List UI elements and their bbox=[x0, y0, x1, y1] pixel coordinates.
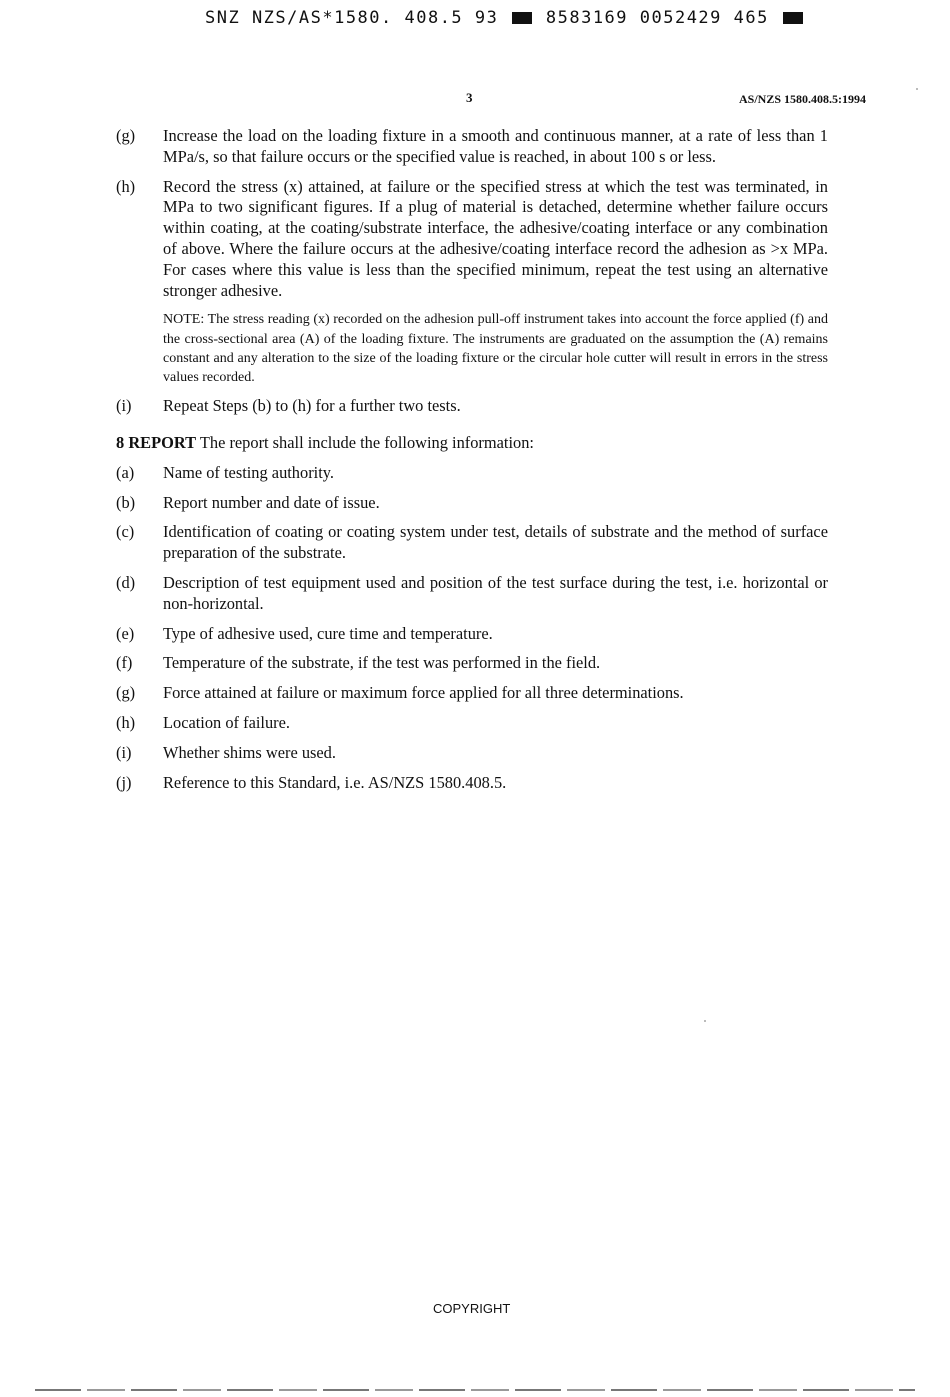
item-label: (h) bbox=[116, 176, 136, 196]
report-item-i bbox=[116, 743, 828, 764]
item-text: Identification of coating or coating system under test, details of substrate and the method of surface preparation of the substrate. bbox=[163, 522, 828, 563]
report-item-a bbox=[116, 463, 828, 484]
report-item-c bbox=[116, 522, 828, 564]
section-title: REPORT bbox=[128, 432, 197, 452]
note: NOTE: The stress reading (x) recorded on the adhesion pull-off instrument takes into account the force applied (f) and the cross-sectional area (A) of the loading fixture. The instruments are graduated on the assumption the (A) remains constant and any alteration to the size of the loading fixture or the circular hole cutter will result in errors in the stress values recorded. bbox=[163, 312, 828, 385]
item-text: Whether shims were used. bbox=[163, 742, 336, 762]
report-item-e bbox=[116, 624, 828, 645]
item-label: (f) bbox=[116, 653, 133, 673]
item-label: (h) bbox=[116, 712, 136, 732]
item-text: Description of test equipment used and position of the test surface during the test, i.e. horizontal or non-horizontal. bbox=[163, 572, 828, 613]
item-text: Location of failure. bbox=[163, 712, 290, 732]
item-label: (e) bbox=[116, 623, 135, 643]
item-label: (d) bbox=[116, 572, 136, 592]
item-text: Repeat Steps (b) to (h) for a further two tests. bbox=[163, 396, 461, 416]
item-text: Reference to this Standard, i.e. AS/NZS 1580.408.5. bbox=[163, 772, 507, 792]
report-item-b bbox=[116, 493, 828, 514]
scan-header bbox=[205, 8, 805, 28]
item-text: Name of testing authority. bbox=[163, 462, 334, 482]
report-item-g bbox=[116, 683, 828, 704]
section-number: 8 bbox=[116, 432, 125, 452]
scan-block-mark bbox=[783, 12, 803, 24]
page-number: 3 bbox=[466, 90, 473, 105]
item-text: Record the stress (x) attained, at failure or the specified stress at which the test was terminated, in MPa to two significant figures. If a plug of material is detached, determine whether failure occurs within coating, at the coating/substrate interface, the adhesive/coating interface or any combination of above. Where the failure occurs at the adhesive/coating interface record the adhesion as >x MPa. For cases where this value is less than the specified minimum, repeat the test using an alternative stronger adhesive. bbox=[163, 176, 828, 300]
item-label: (g) bbox=[116, 126, 136, 145]
item-text: Increase the load on the loading fixture in a smooth and continuous manner, at a rate of less than 1 MPa/s, so that failure occurs or the specified value is reached, in about 100 s or less. bbox=[163, 126, 828, 166]
scan-header-code: SNZ NZS/AS*1580. 408.5 93 bbox=[205, 8, 499, 28]
report-item-j bbox=[116, 773, 828, 794]
report-heading bbox=[116, 433, 828, 454]
item-label: (g) bbox=[116, 683, 136, 703]
item-text: Type of adhesive used, cure time and temperature. bbox=[163, 623, 493, 643]
item-text: Temperature of the substrate, if the test was performed in the field. bbox=[163, 653, 601, 673]
scan-header-numbers: 8583169 0052429 465 bbox=[545, 8, 769, 28]
scan-speck bbox=[916, 88, 918, 90]
procedure-item-i bbox=[116, 396, 828, 417]
procedure-item-h bbox=[116, 177, 828, 302]
section-intro: The report shall include the following information: bbox=[199, 432, 534, 452]
procedure-item-g bbox=[116, 126, 828, 168]
item-label: (c) bbox=[116, 522, 135, 542]
report-item-d bbox=[116, 573, 828, 615]
item-label: (i) bbox=[116, 396, 132, 416]
running-head: AS/NZS 1580.408.5:1994 bbox=[738, 92, 866, 106]
report-list bbox=[116, 463, 828, 794]
copyright-footer: COPYRIGHT bbox=[433, 1301, 511, 1316]
report-item-h bbox=[116, 713, 828, 734]
item-label: (a) bbox=[116, 462, 135, 482]
scan-speck bbox=[704, 1020, 706, 1022]
item-label: (i) bbox=[116, 742, 132, 762]
page-body bbox=[116, 126, 828, 802]
item-text: Force attained at failure or maximum force applied for all three determinations. bbox=[163, 683, 684, 703]
report-item-f bbox=[116, 653, 828, 674]
item-label: (b) bbox=[116, 492, 136, 512]
item-label: (j) bbox=[116, 772, 132, 792]
item-text: Report number and date of issue. bbox=[163, 492, 380, 512]
scan-bottom-edge bbox=[35, 1389, 915, 1391]
scan-block-mark bbox=[512, 12, 532, 24]
